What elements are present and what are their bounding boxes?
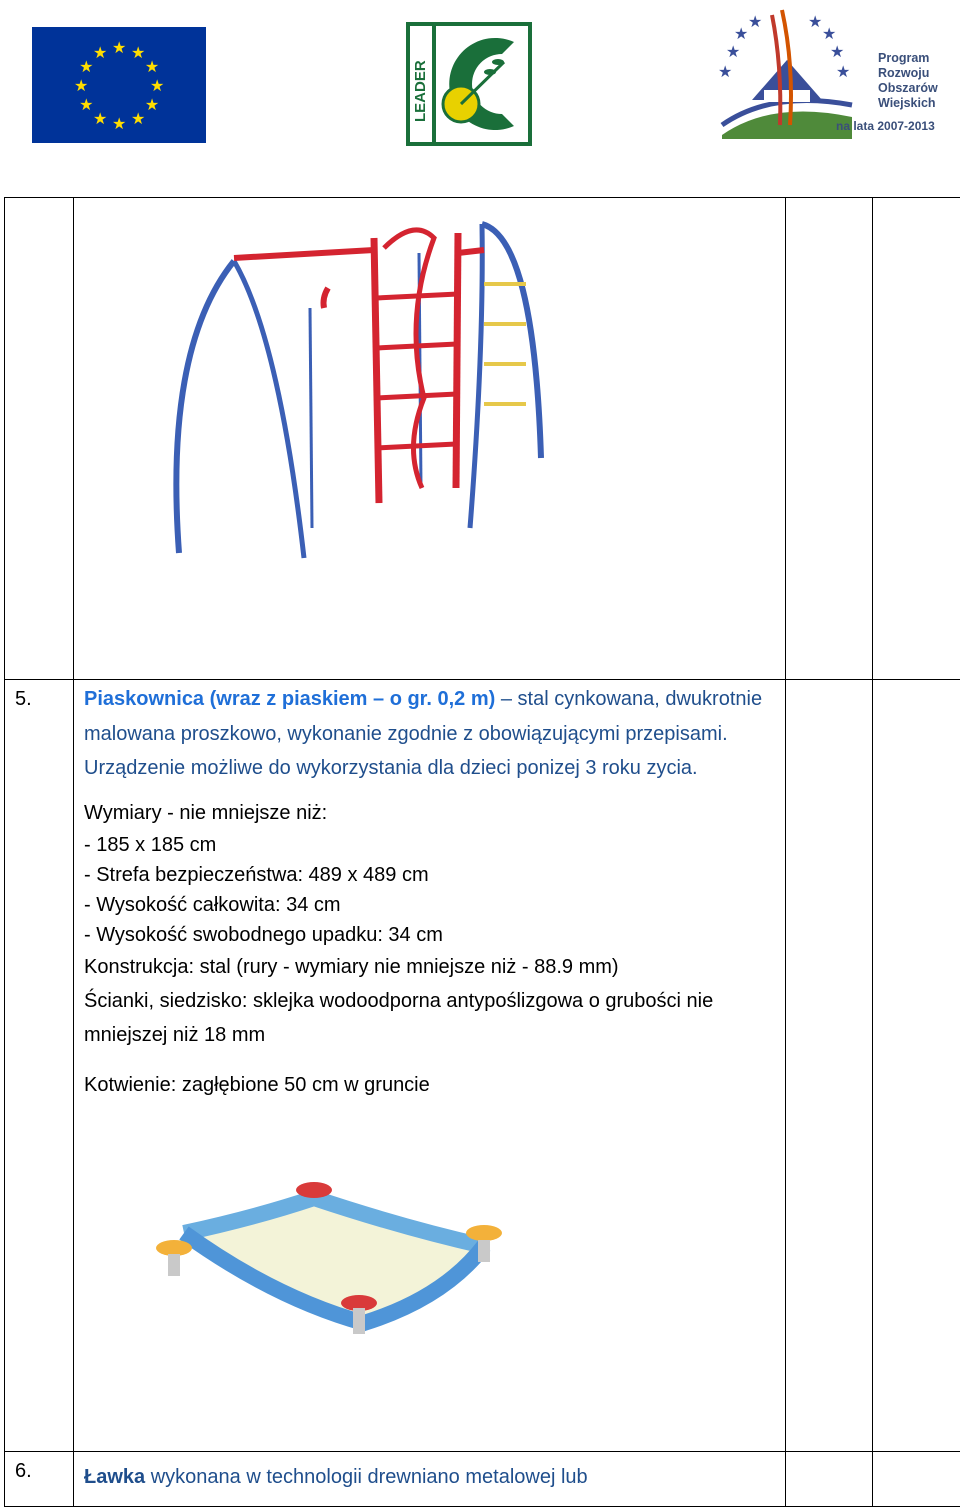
row-number: 5.	[5, 680, 74, 1452]
eu-flag-icon	[32, 27, 206, 143]
prow-line: Obszarów	[878, 81, 938, 96]
eu-star-icon: ★	[79, 59, 93, 76]
table-row	[5, 680, 960, 1452]
product-description	[74, 1452, 785, 1495]
table-row	[5, 1452, 960, 1507]
spec-item: - 185 x 185 cm	[84, 830, 785, 860]
prow-logo-icon	[712, 5, 942, 145]
eu-star-icon: ★	[112, 116, 126, 133]
svg-text:★: ★	[836, 64, 850, 81]
eu-star-icon: ★	[131, 45, 145, 62]
empty-cell	[873, 198, 960, 680]
spec-item: - Wysokość całkowita: 34 cm	[84, 890, 785, 920]
empty-cell	[873, 680, 960, 1452]
eu-star-icon: ★	[74, 78, 88, 95]
product-title: Ławka	[84, 1466, 145, 1488]
table-row	[5, 198, 960, 680]
svg-text:★: ★	[830, 44, 844, 61]
eu-star-icon: ★	[112, 40, 126, 57]
empty-cell	[786, 198, 873, 680]
climbing-frame-image	[74, 198, 786, 674]
spec-item: - Strefa bezpieczeństwa: 489 x 489 cm	[84, 860, 785, 890]
leader-logo-icon	[406, 22, 532, 146]
prow-line: Program	[878, 51, 938, 66]
product-description	[74, 680, 785, 786]
eu-star-icon: ★	[131, 111, 145, 128]
eu-star-icon: ★	[79, 97, 93, 114]
walls-text: Ścianki, siedzisko: sklejka wodoodporna antypoślizgowa o grubości nie mniejszej niż 18 mm	[84, 984, 785, 1052]
eu-star-icon: ★	[145, 59, 159, 76]
prow-years: na lata 2007-2013	[836, 119, 935, 133]
svg-text:★: ★	[726, 44, 740, 61]
svg-text:★: ★	[718, 64, 732, 81]
prow-line: Rozwoju	[878, 66, 938, 81]
empty-cell	[873, 1452, 960, 1507]
anchoring-text: Kotwienie: zagłębione 50 cm w gruncie	[84, 1068, 785, 1102]
spec-item: - Wysokość swobodnego upadku: 34 cm	[84, 920, 785, 950]
product-summary: – stal cynkowana, dwukrotnie malowana proszkowo, wykonanie zgodnie z obowiązującymi przepisami. Urządzenie możliwe do wykorzystania dla dzieci ponizej 3 roku zycia.	[84, 688, 762, 779]
spec-title: Wymiary - nie mniejsze niż:	[84, 796, 785, 830]
prow-line: Wiejskich	[878, 96, 938, 111]
logo-header	[0, 0, 960, 160]
product-title: Piaskownica (wraz z piaskiem – o gr. 0,2 m)	[84, 688, 495, 710]
svg-text:★: ★	[822, 26, 836, 43]
eu-star-icon: ★	[93, 111, 107, 128]
number-cell	[5, 198, 74, 680]
svg-text:★: ★	[734, 26, 748, 43]
product-summary: wykonana w technologii drewniano metalowej lub	[145, 1466, 587, 1488]
eu-star-icon: ★	[150, 78, 164, 95]
construction-text: Konstrukcja: stal (rury - wymiary nie mniejsze niż - 88.9 mm)	[84, 950, 785, 984]
description-cell	[74, 1452, 786, 1507]
eu-star-icon: ★	[145, 97, 159, 114]
row-number: 6.	[5, 1452, 74, 1507]
empty-cell	[786, 680, 873, 1452]
svg-text:★: ★	[748, 14, 762, 31]
eu-star-icon: ★	[93, 45, 107, 62]
sandbox-image	[74, 1158, 786, 1378]
product-table	[4, 197, 960, 1507]
climbing-frame-image-cell	[74, 198, 786, 680]
empty-cell	[786, 1452, 873, 1507]
spec-block	[74, 786, 785, 1102]
svg-text:★: ★	[808, 14, 822, 31]
description-cell	[74, 680, 786, 1452]
svg-text:LEADER: LEADER	[412, 60, 429, 122]
prow-text	[878, 51, 938, 111]
